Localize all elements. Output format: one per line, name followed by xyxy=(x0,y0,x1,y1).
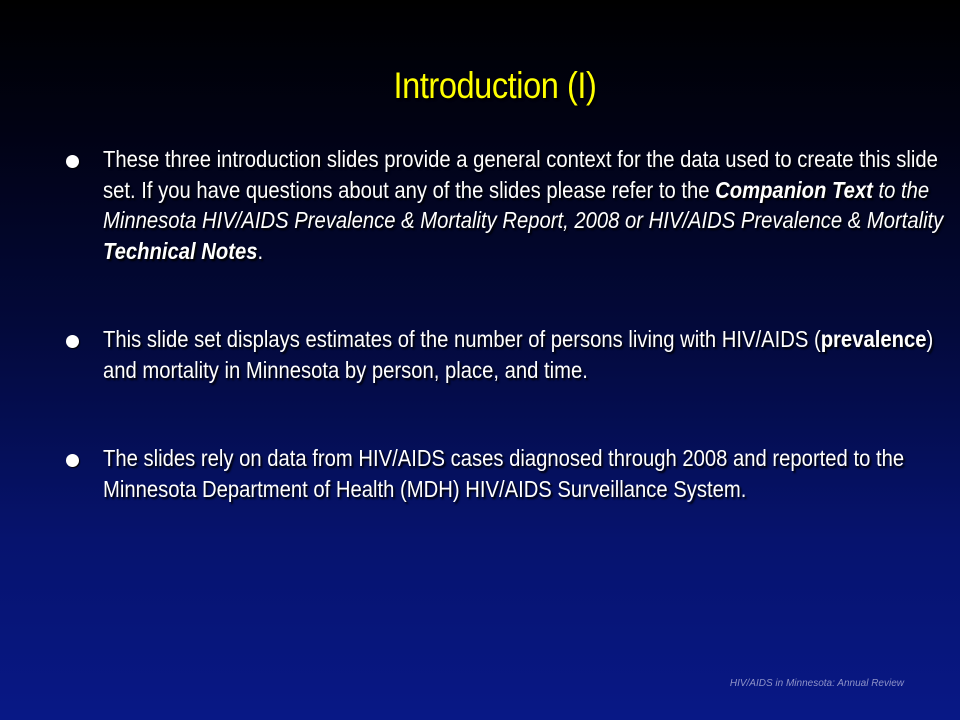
companion-text-emphasis: Companion Text xyxy=(715,176,873,203)
bullet-text xyxy=(103,443,960,504)
bullet-icon xyxy=(66,155,79,168)
bullet-text-part: ) and mortality in Minnesota by person, place, and time. xyxy=(103,326,934,383)
bullet-text-part: These three introduction slides provide a general context for the data used to create this slide set. If you have questions about any of the slides please refer to the xyxy=(103,146,938,203)
technical-notes-emphasis: Technical Notes xyxy=(103,237,258,264)
bullet-text xyxy=(103,144,960,266)
slide-footer: HIV/AIDS in Minnesota: Annual Review xyxy=(729,678,904,689)
bullet-item xyxy=(66,443,960,504)
prevalence-emphasis: prevalence xyxy=(820,326,927,352)
bullet-icon xyxy=(66,454,79,467)
bullet-text-part: This slide set displays estimates of the number of persons living with HIV/AIDS ( xyxy=(103,326,821,352)
bullet-text-part: The slides rely on data from HIV/AIDS cases diagnosed through 2008 and reported to the Minnesota Department of Health (MDH) HIV/AIDS Surveillance System. xyxy=(103,445,905,502)
slide-title: Introduction (I) xyxy=(393,65,597,106)
report-title-italic: to the Minnesota HIV/AIDS Prevalence & Mortality Report, 2008 or HIV/AIDS Prevalence & Mortality xyxy=(103,176,944,233)
bullet-icon xyxy=(66,335,79,348)
bullet-item xyxy=(66,324,960,385)
bullet-text-part: . xyxy=(257,237,264,264)
bullet-list xyxy=(66,144,960,504)
bullet-text xyxy=(103,324,960,385)
bullet-item xyxy=(66,144,960,266)
